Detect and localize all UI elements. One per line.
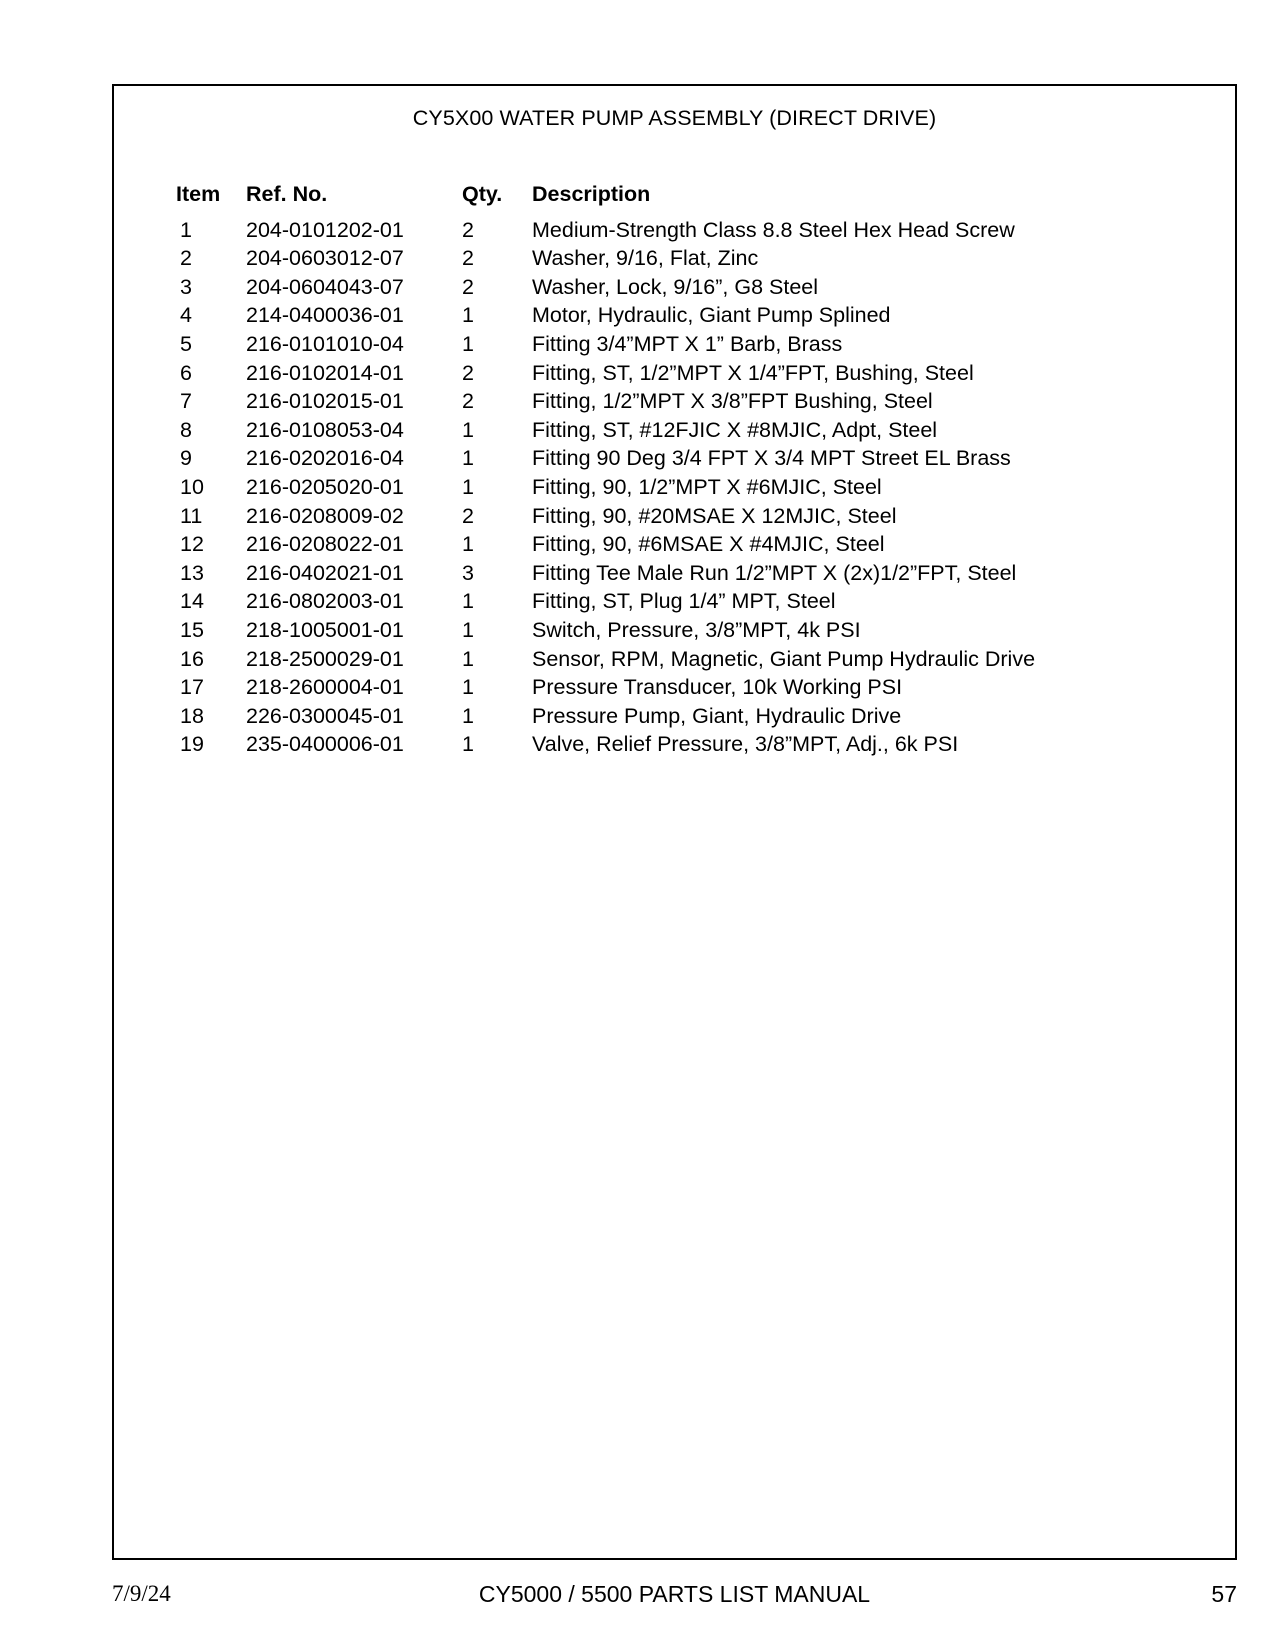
cell-item: 11 (180, 503, 203, 528)
cell-description: Fitting, 90, #20MSAE X 12MJIC, Steel (532, 503, 897, 528)
cell-item: 9 (180, 446, 192, 471)
cell-qty: 1 (462, 732, 474, 757)
cell-description: Sensor, RPM, Magnetic, Giant Pump Hydraulic Drive (532, 646, 1036, 671)
cell-qty: 1 (462, 675, 474, 700)
cell-ref-no: 216-0102014-01 (246, 360, 404, 385)
table-row (114, 530, 1235, 559)
cell-qty: 1 (462, 703, 474, 728)
table-row (114, 244, 1235, 273)
cell-qty: 2 (462, 217, 474, 242)
cell-ref-no: 216-0205020-01 (246, 474, 404, 499)
cell-ref-no: 216-0802003-01 (246, 589, 404, 614)
cell-ref-no: 218-2500029-01 (246, 646, 404, 671)
cell-description: Fitting, ST, 1/2”MPT X 1/4”FPT, Bushing, Steel (532, 360, 974, 385)
cell-description: Fitting, ST, #12FJIC X #8MJIC, Adpt, Steel (532, 417, 938, 442)
table-row (114, 359, 1235, 388)
table-row (114, 559, 1235, 588)
cell-qty: 1 (462, 303, 474, 328)
footer-manual-title: CY5000 / 5500 PARTS LIST MANUAL (478, 1581, 871, 1607)
cell-ref-no: 214-0400036-01 (246, 303, 404, 328)
cell-description: Fitting Tee Male Run 1/2”MPT X (2x)1/2”FPT, Steel (532, 560, 1017, 585)
cell-item: 17 (180, 675, 204, 700)
cell-qty: 1 (462, 446, 474, 471)
parts-table-header (114, 180, 1235, 216)
cell-ref-no: 216-0101010-04 (246, 331, 404, 356)
table-row (114, 216, 1235, 245)
content-frame (112, 84, 1237, 1560)
column-header-description: Description (532, 182, 651, 206)
table-row (114, 587, 1235, 616)
cell-item: 8 (180, 417, 192, 442)
cell-item: 6 (180, 360, 192, 385)
cell-description: Pressure Pump, Giant, Hydraulic Drive (532, 703, 902, 728)
table-row (114, 444, 1235, 473)
cell-description: Fitting, 90, 1/2”MPT X #6MJIC, Steel (532, 474, 882, 499)
cell-ref-no: 216-0202016-04 (246, 446, 404, 471)
cell-qty: 1 (462, 646, 474, 671)
cell-ref-no: 216-0402021-01 (246, 560, 404, 585)
table-row (114, 387, 1235, 416)
cell-description: Fitting 3/4”MPT X 1” Barb, Brass (532, 331, 843, 356)
assembly-title: CY5X00 WATER PUMP ASSEMBLY (DIRECT DRIVE) (412, 106, 937, 130)
cell-item: 13 (180, 560, 204, 585)
column-header-qty: Qty. (462, 182, 503, 206)
page-footer (112, 1578, 1237, 1618)
table-row (114, 502, 1235, 531)
cell-qty: 1 (462, 617, 474, 642)
table-row (114, 645, 1235, 674)
cell-description: Valve, Relief Pressure, 3/8”MPT, Adj., 6k PSI (532, 732, 959, 757)
cell-description: Pressure Transducer, 10k Working PSI (532, 675, 903, 700)
table-row (114, 330, 1235, 359)
cell-description: Washer, 9/16, Flat, Zinc (532, 246, 759, 271)
cell-qty: 1 (462, 589, 474, 614)
cell-item: 15 (180, 617, 204, 642)
cell-item: 2 (180, 246, 192, 271)
parts-table (114, 180, 1235, 759)
cell-description: Motor, Hydraulic, Giant Pump Splined (532, 303, 891, 328)
cell-description: Fitting, 90, #6MSAE X #4MJIC, Steel (532, 532, 885, 557)
cell-description: Fitting, 1/2”MPT X 3/8”FPT Bushing, Steel (532, 389, 933, 414)
footer-page-number: 57 (1211, 1581, 1237, 1607)
cell-item: 4 (180, 303, 192, 328)
table-header-row (114, 180, 1235, 216)
cell-qty: 2 (462, 389, 474, 414)
cell-ref-no: 235-0400006-01 (246, 732, 404, 757)
cell-qty: 2 (462, 503, 474, 528)
cell-qty: 1 (462, 532, 474, 557)
cell-ref-no: 216-0102015-01 (246, 389, 404, 414)
cell-qty: 3 (462, 560, 474, 585)
cell-ref-no: 204-0604043-07 (246, 274, 404, 299)
cell-ref-no: 216-0208022-01 (246, 532, 404, 557)
table-row (114, 702, 1235, 731)
parts-table-body (114, 216, 1235, 759)
cell-ref-no: 204-0603012-07 (246, 246, 404, 271)
cell-item: 16 (180, 646, 204, 671)
column-header-ref-no: Ref. No. (246, 182, 328, 206)
cell-description: Fitting 90 Deg 3/4 FPT X 3/4 MPT Street EL Brass (532, 446, 1011, 471)
cell-description: Switch, Pressure, 3/8”MPT, 4k PSI (532, 617, 861, 642)
cell-item: 1 (180, 217, 192, 242)
cell-qty: 1 (462, 474, 474, 499)
cell-item: 10 (180, 474, 204, 499)
cell-item: 5 (180, 331, 192, 356)
cell-item: 3 (180, 274, 192, 299)
table-row (114, 301, 1235, 330)
cell-ref-no: 204-0101202-01 (246, 217, 404, 242)
cell-qty: 2 (462, 360, 474, 385)
cell-item: 18 (180, 703, 204, 728)
cell-ref-no: 218-2600004-01 (246, 675, 404, 700)
cell-qty: 2 (462, 246, 474, 271)
cell-ref-no: 226-0300045-01 (246, 703, 404, 728)
cell-item: 19 (180, 732, 204, 757)
cell-description: Medium-Strength Class 8.8 Steel Hex Head Screw (532, 217, 1015, 242)
column-header-item: Item (176, 182, 221, 206)
table-row (114, 473, 1235, 502)
cell-ref-no: 216-0208009-02 (246, 503, 404, 528)
cell-item: 7 (180, 389, 192, 414)
table-row (114, 673, 1235, 702)
table-row (114, 730, 1235, 759)
table-row (114, 616, 1235, 645)
cell-qty: 2 (462, 274, 474, 299)
cell-qty: 1 (462, 331, 474, 356)
cell-ref-no: 216-0108053-04 (246, 417, 404, 442)
cell-item: 12 (180, 532, 204, 557)
cell-description: Fitting, ST, Plug 1/4” MPT, Steel (532, 589, 836, 614)
footer-date: 7/9/24 (112, 1581, 171, 1606)
cell-ref-no: 218-1005001-01 (246, 617, 404, 642)
cell-item: 14 (180, 589, 204, 614)
table-row (114, 416, 1235, 445)
table-row (114, 273, 1235, 302)
cell-qty: 1 (462, 417, 474, 442)
cell-description: Washer, Lock, 9/16”, G8 Steel (532, 274, 819, 299)
